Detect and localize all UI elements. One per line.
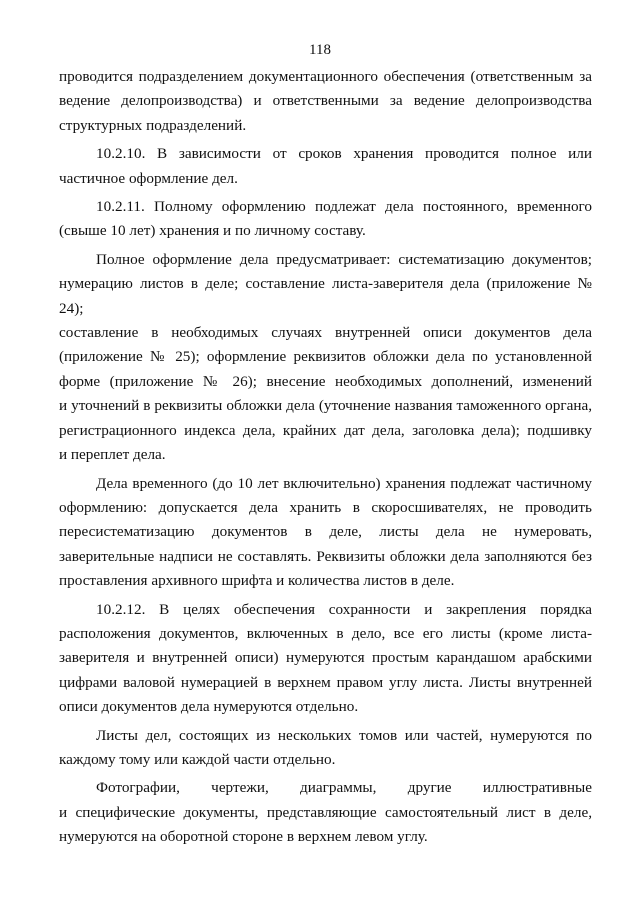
paragraph-2 [59, 142, 592, 191]
text-line: Листы дел, состоящих из нескольких томов или частей, нумеруются по [96, 726, 592, 744]
text-line: составление в необходимых случаях внутренней описи документов дела [59, 324, 592, 342]
text-line: (свыше 10 лет) хранения и по личному составу. [59, 222, 366, 240]
text-line: пересистематизацию документов в деле, листы дела не нумеровать, [59, 523, 592, 541]
paragraph-4 [59, 248, 592, 468]
paragraph-5 [59, 472, 592, 594]
text-line: ведение делопроизводства) и ответственными за ведение делопроизводства [59, 92, 592, 110]
text-line: и переплет дела. [59, 446, 166, 464]
paragraph-8 [59, 776, 592, 849]
paragraph-7 [59, 724, 592, 773]
text-line: регистрационного индекса дела, крайних дат дела, заголовка дела); подшивку [59, 421, 592, 439]
text-line: и уточнений в реквизиты обложки дела (уточнение названия таможенного органа, [59, 397, 592, 415]
text-line: 10.2.10. В зависимости от сроков хранения проводится полное или [96, 145, 592, 163]
text-line: частичное оформление дел. [59, 169, 238, 187]
text-line: нумеруются на оборотной стороне в верхнем левом углу. [59, 828, 428, 846]
text-line: описи документов дела нумеруются отдельно. [59, 698, 359, 716]
text-line: оформлению: допускается дела хранить в скоросшивателях, не проводить [59, 498, 592, 516]
page-number: 118 [309, 42, 331, 58]
document-body [59, 65, 592, 854]
text-line: Фотографии, чертежи, диаграммы, другие иллюстративные [96, 779, 592, 797]
text-line: цифрами валовой нумерацией в верхнем правом углу листа. Листы внутренней [59, 673, 592, 691]
text-line: Дела временного (до 10 лет включительно) хранения подлежат частичному [96, 474, 592, 492]
text-line: расположения документов, включенных в дело, все его листы (кроме листа- [59, 624, 592, 642]
text-line: Полное оформление дела предусматривает: систематизацию документов; [96, 250, 592, 268]
paragraph-6 [59, 598, 592, 720]
text-line: и специфические документы, представляющие самостоятельный лист в деле, [59, 803, 592, 821]
text-line: проводится подразделением документационного обеспечения (ответственным за [59, 68, 592, 85]
text-line: (приложение № 25); оформление реквизитов обложки дела по установленной [59, 348, 592, 366]
paragraph-3 [59, 195, 592, 244]
text-line: 10.2.11. Полному оформлению подлежат дела постоянного, временного [96, 198, 592, 216]
text-line: 10.2.12. В целях обеспечения сохранности и закрепления порядка [96, 600, 592, 618]
text-line: проставления архивного шрифта и количества листов в деле. [59, 572, 455, 590]
text-line: форме (приложение № 26); внесение необходимых дополнений, изменений [59, 372, 592, 390]
text-line: заверительные надписи не составлять. Реквизиты обложки дела заполняются без [59, 547, 592, 565]
text-line: каждому тому или каждой части отдельно. [59, 750, 336, 768]
paragraph-1 [59, 65, 592, 138]
text-line: нумерацию листов в деле; составление листа-заверителя дела (приложение № 24); [59, 275, 592, 317]
text-line: структурных подразделений. [59, 116, 247, 134]
text-line: заверителя и внутренней описи) нумеруются простым карандашом арабскими [59, 649, 592, 667]
